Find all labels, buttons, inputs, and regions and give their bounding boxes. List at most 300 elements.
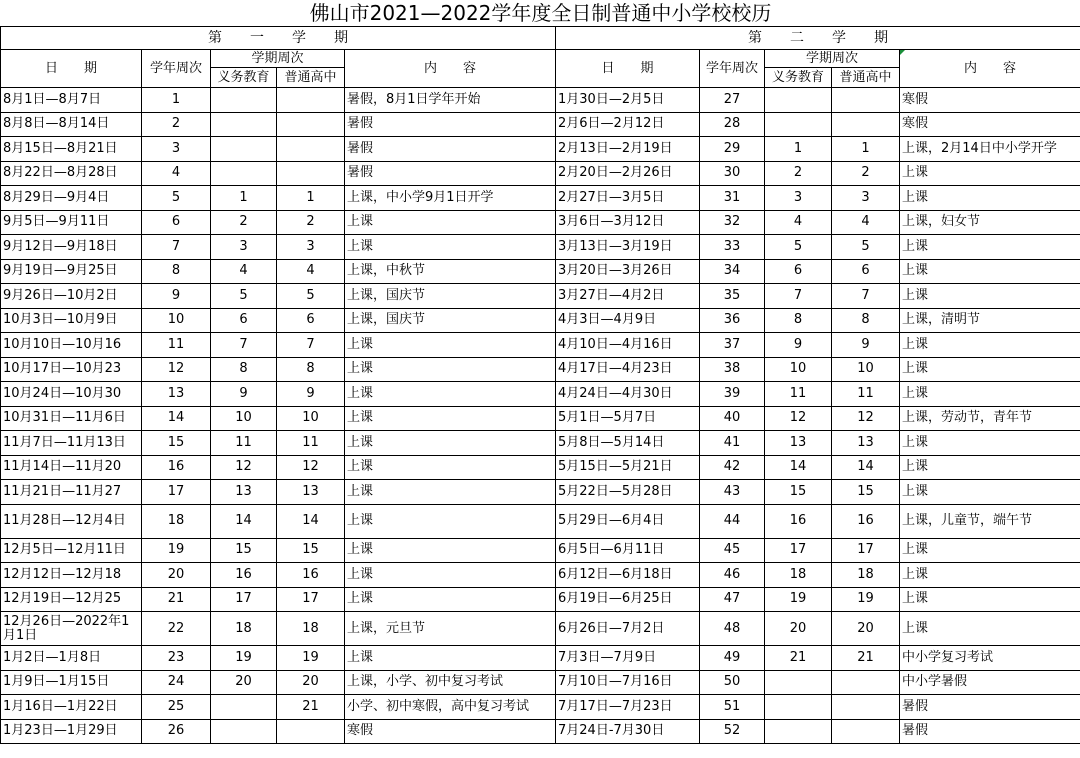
date-cell: 2月13日—2月19日 — [556, 137, 700, 162]
content-cell: 暑假 — [345, 112, 556, 137]
compulsory-week-cell — [211, 161, 277, 186]
high-school-week-cell: 16 — [832, 504, 900, 538]
date-cell: 3月20日—3月26日 — [556, 259, 700, 284]
table-row — [1, 563, 1080, 588]
compulsory-week-cell: 10 — [765, 357, 832, 382]
school-week-cell: 31 — [700, 186, 765, 211]
compulsory-week-cell — [211, 695, 277, 720]
compulsory-week-cell: 18 — [211, 612, 277, 646]
compulsory-week-cell: 21 — [765, 646, 832, 671]
content-cell: 寒假 — [900, 112, 1080, 137]
high-school-week-cell: 17 — [832, 538, 900, 563]
school-week-cell: 30 — [700, 161, 765, 186]
high-school-week-cell: 13 — [277, 480, 345, 505]
high-school-week-cell: 1 — [832, 137, 900, 162]
compulsory-week-cell: 12 — [211, 455, 277, 480]
header-date: 日 期 — [556, 50, 700, 88]
content-cell: 暑假 — [900, 719, 1080, 744]
date-cell: 8月8日—8月14日 — [1, 112, 142, 137]
school-week-cell: 37 — [700, 333, 765, 358]
table-row — [1, 137, 1080, 162]
table-row — [1, 504, 1080, 538]
high-school-week-cell: 1 — [277, 186, 345, 211]
high-school-week-cell: 2 — [832, 161, 900, 186]
date-cell: 12月12日—12月18 — [1, 563, 142, 588]
header-high-school: 普通高中 — [277, 68, 345, 88]
school-week-cell: 34 — [700, 259, 765, 284]
table-row — [1, 431, 1080, 456]
table-row — [1, 186, 1080, 211]
content-cell: 上课，清明节 — [900, 308, 1080, 333]
table-row — [1, 480, 1080, 505]
high-school-week-cell — [832, 670, 900, 695]
high-school-week-cell: 10 — [277, 406, 345, 431]
date-cell: 2月27日—3月5日 — [556, 186, 700, 211]
school-week-cell: 23 — [142, 646, 211, 671]
high-school-week-cell — [277, 112, 345, 137]
page-title: 佛山市2021—2022学年度全日制普通中小学校校历 — [1, 0, 1080, 27]
header-compulsory: 义务教育 — [211, 68, 277, 88]
date-cell: 4月17日—4月23日 — [556, 357, 700, 382]
compulsory-week-cell: 3 — [211, 235, 277, 260]
school-week-cell: 36 — [700, 308, 765, 333]
school-week-cell: 10 — [142, 308, 211, 333]
table-row — [1, 88, 1080, 113]
high-school-week-cell: 15 — [277, 538, 345, 563]
school-week-cell: 3 — [142, 137, 211, 162]
high-school-week-cell: 15 — [832, 480, 900, 505]
content-cell: 上课 — [900, 538, 1080, 563]
table-row — [1, 284, 1080, 309]
compulsory-week-cell — [211, 719, 277, 744]
high-school-week-cell — [832, 719, 900, 744]
compulsory-week-cell: 11 — [211, 431, 277, 456]
table-row — [1, 259, 1080, 284]
school-week-cell: 13 — [142, 382, 211, 407]
date-cell: 7月3日—7月9日 — [556, 646, 700, 671]
school-week-cell: 33 — [700, 235, 765, 260]
high-school-week-cell: 11 — [277, 431, 345, 456]
school-week-cell: 44 — [700, 504, 765, 538]
table-row — [1, 670, 1080, 695]
compulsory-week-cell: 2 — [211, 210, 277, 235]
high-school-week-cell: 9 — [832, 333, 900, 358]
content-cell: 上课 — [900, 186, 1080, 211]
date-cell: 7月17日—7月23日 — [556, 695, 700, 720]
compulsory-week-cell — [765, 670, 832, 695]
compulsory-week-cell — [765, 719, 832, 744]
content-cell: 上课 — [345, 357, 556, 382]
content-cell: 上课 — [900, 480, 1080, 505]
content-cell: 上课 — [900, 161, 1080, 186]
date-cell: 9月19日—9月25日 — [1, 259, 142, 284]
compulsory-week-cell — [765, 112, 832, 137]
table-row — [1, 695, 1080, 720]
date-cell: 7月24日-7月30日 — [556, 719, 700, 744]
content-cell: 上课 — [345, 504, 556, 538]
high-school-week-cell: 10 — [832, 357, 900, 382]
compulsory-week-cell: 1 — [211, 186, 277, 211]
date-cell: 10月3日—10月9日 — [1, 308, 142, 333]
date-cell: 11月28日—12月4日 — [1, 504, 142, 538]
school-week-cell: 28 — [700, 112, 765, 137]
high-school-week-cell — [277, 161, 345, 186]
content-cell: 上课 — [900, 259, 1080, 284]
table-row — [1, 161, 1080, 186]
school-week-cell: 38 — [700, 357, 765, 382]
compulsory-week-cell: 15 — [765, 480, 832, 505]
content-cell: 上课，中秋节 — [345, 259, 556, 284]
school-week-cell: 24 — [142, 670, 211, 695]
table-row — [1, 538, 1080, 563]
header-term-week: 学期周次 — [211, 50, 345, 68]
date-cell: 6月12日—6月18日 — [556, 563, 700, 588]
date-cell: 11月21日—11月27 — [1, 480, 142, 505]
compulsory-week-cell — [211, 88, 277, 113]
content-cell: 上课 — [900, 284, 1080, 309]
compulsory-week-cell: 13 — [765, 431, 832, 456]
date-cell: 6月19日—6月25日 — [556, 587, 700, 612]
school-week-cell: 47 — [700, 587, 765, 612]
compulsory-week-cell: 7 — [211, 333, 277, 358]
school-week-cell: 11 — [142, 333, 211, 358]
high-school-week-cell: 20 — [277, 670, 345, 695]
header-term-week: 学期周次 — [765, 50, 900, 68]
school-week-cell: 22 — [142, 612, 211, 646]
high-school-week-cell: 17 — [277, 587, 345, 612]
compulsory-week-cell: 8 — [211, 357, 277, 382]
table-row — [1, 455, 1080, 480]
school-week-cell: 5 — [142, 186, 211, 211]
content-cell: 上课 — [900, 235, 1080, 260]
high-school-week-cell: 18 — [277, 612, 345, 646]
date-cell: 1月30日—2月5日 — [556, 88, 700, 113]
content-cell: 暑假 — [900, 695, 1080, 720]
school-week-cell: 50 — [700, 670, 765, 695]
compulsory-week-cell: 17 — [765, 538, 832, 563]
header-high-school: 普通高中 — [832, 68, 900, 88]
high-school-week-cell: 21 — [832, 646, 900, 671]
content-cell: 上课 — [345, 455, 556, 480]
date-cell: 12月5日—12月11日 — [1, 538, 142, 563]
content-cell: 上课 — [900, 431, 1080, 456]
table-row — [1, 382, 1080, 407]
high-school-week-cell: 5 — [277, 284, 345, 309]
compulsory-week-cell: 12 — [765, 406, 832, 431]
compulsory-week-cell: 17 — [211, 587, 277, 612]
compulsory-week-cell: 9 — [765, 333, 832, 358]
school-week-cell: 7 — [142, 235, 211, 260]
date-cell: 5月15日—5月21日 — [556, 455, 700, 480]
school-week-cell: 15 — [142, 431, 211, 456]
compulsory-week-cell: 7 — [765, 284, 832, 309]
compulsory-week-cell — [211, 112, 277, 137]
high-school-week-cell: 9 — [277, 382, 345, 407]
school-week-cell: 40 — [700, 406, 765, 431]
table-row — [1, 112, 1080, 137]
content-cell: 上课 — [345, 333, 556, 358]
content-cell: 中小学暑假 — [900, 670, 1080, 695]
school-week-cell: 41 — [700, 431, 765, 456]
date-cell: 6月5日—6月11日 — [556, 538, 700, 563]
date-cell: 1月16日—1月22日 — [1, 695, 142, 720]
compulsory-week-cell: 9 — [211, 382, 277, 407]
date-cell: 5月22日—5月28日 — [556, 480, 700, 505]
content-cell: 上课，国庆节 — [345, 308, 556, 333]
school-week-cell: 8 — [142, 259, 211, 284]
compulsory-week-cell: 10 — [211, 406, 277, 431]
table-row — [1, 333, 1080, 358]
content-cell: 上课，小学、初中复习考试 — [345, 670, 556, 695]
date-cell: 8月1日—8月7日 — [1, 88, 142, 113]
compulsory-week-cell: 3 — [765, 186, 832, 211]
high-school-week-cell: 8 — [277, 357, 345, 382]
table-row — [1, 587, 1080, 612]
school-week-cell: 4 — [142, 161, 211, 186]
high-school-week-cell: 19 — [277, 646, 345, 671]
table-row — [1, 210, 1080, 235]
table-row — [1, 646, 1080, 671]
school-week-cell: 20 — [142, 563, 211, 588]
date-cell: 1月9日—1月15日 — [1, 670, 142, 695]
date-cell: 2月6日—2月12日 — [556, 112, 700, 137]
compulsory-week-cell: 1 — [765, 137, 832, 162]
date-cell: 7月10日—7月16日 — [556, 670, 700, 695]
date-cell: 9月26日—10月2日 — [1, 284, 142, 309]
high-school-week-cell: 3 — [832, 186, 900, 211]
compulsory-week-cell: 4 — [765, 210, 832, 235]
compulsory-week-cell: 8 — [765, 308, 832, 333]
high-school-week-cell: 7 — [832, 284, 900, 309]
school-week-cell: 19 — [142, 538, 211, 563]
content-cell: 上课 — [345, 563, 556, 588]
school-week-cell: 17 — [142, 480, 211, 505]
high-school-week-cell: 18 — [832, 563, 900, 588]
high-school-week-cell: 19 — [832, 587, 900, 612]
content-cell: 上课 — [345, 480, 556, 505]
high-school-week-cell: 2 — [277, 210, 345, 235]
date-cell: 11月14日—11月20 — [1, 455, 142, 480]
compulsory-week-cell — [765, 88, 832, 113]
content-cell: 上课 — [900, 382, 1080, 407]
content-cell: 暑假 — [345, 161, 556, 186]
school-week-cell: 29 — [700, 137, 765, 162]
header-content: 内 容 — [900, 50, 1080, 88]
high-school-week-cell: 6 — [277, 308, 345, 333]
school-week-cell: 2 — [142, 112, 211, 137]
date-cell: 5月1日—5月7日 — [556, 406, 700, 431]
table-row — [1, 308, 1080, 333]
content-cell: 上课 — [900, 357, 1080, 382]
compulsory-week-cell — [765, 695, 832, 720]
compulsory-week-cell: 19 — [765, 587, 832, 612]
content-cell: 上课 — [345, 235, 556, 260]
table-row — [1, 406, 1080, 431]
term-2-heading: 第 二 学 期 — [556, 27, 1080, 50]
date-cell: 9月5日—9月11日 — [1, 210, 142, 235]
school-week-cell: 27 — [700, 88, 765, 113]
high-school-week-cell: 4 — [277, 259, 345, 284]
content-cell: 上课，元旦节 — [345, 612, 556, 646]
date-cell: 1月2日—1月8日 — [1, 646, 142, 671]
high-school-week-cell: 5 — [832, 235, 900, 260]
school-week-cell: 6 — [142, 210, 211, 235]
content-cell: 小学、初中寒假，高中复习考试 — [345, 695, 556, 720]
content-cell: 上课，儿童节，端午节 — [900, 504, 1080, 538]
compulsory-week-cell: 13 — [211, 480, 277, 505]
content-cell: 上课，国庆节 — [345, 284, 556, 309]
date-cell: 4月24日—4月30日 — [556, 382, 700, 407]
content-cell: 上课 — [900, 587, 1080, 612]
content-cell: 上课 — [345, 431, 556, 456]
content-cell: 上课 — [345, 587, 556, 612]
date-cell: 8月29日—9月4日 — [1, 186, 142, 211]
date-cell: 6月26日—7月2日 — [556, 612, 700, 646]
school-week-cell: 16 — [142, 455, 211, 480]
compulsory-week-cell: 11 — [765, 382, 832, 407]
date-cell: 9月12日—9月18日 — [1, 235, 142, 260]
compulsory-week-cell: 6 — [211, 308, 277, 333]
school-week-cell: 25 — [142, 695, 211, 720]
compulsory-week-cell: 4 — [211, 259, 277, 284]
date-cell: 10月10日—10月16 — [1, 333, 142, 358]
high-school-week-cell: 6 — [832, 259, 900, 284]
content-cell: 上课 — [345, 406, 556, 431]
compulsory-week-cell: 18 — [765, 563, 832, 588]
high-school-week-cell — [277, 719, 345, 744]
school-week-cell: 26 — [142, 719, 211, 744]
content-cell: 寒假 — [900, 88, 1080, 113]
school-week-cell: 32 — [700, 210, 765, 235]
high-school-week-cell: 14 — [832, 455, 900, 480]
date-cell: 5月29日—6月4日 — [556, 504, 700, 538]
high-school-week-cell — [832, 695, 900, 720]
school-week-cell: 52 — [700, 719, 765, 744]
high-school-week-cell: 12 — [832, 406, 900, 431]
header-school-week: 学年周次 — [142, 50, 211, 88]
header-compulsory: 义务教育 — [765, 68, 832, 88]
compulsory-week-cell: 5 — [765, 235, 832, 260]
date-cell: 3月6日—3月12日 — [556, 210, 700, 235]
date-cell: 8月22日—8月28日 — [1, 161, 142, 186]
date-cell: 8月15日—8月21日 — [1, 137, 142, 162]
table-row — [1, 612, 1080, 646]
compulsory-week-cell: 5 — [211, 284, 277, 309]
date-cell: 10月31日—11月6日 — [1, 406, 142, 431]
date-cell: 2月20日—2月26日 — [556, 161, 700, 186]
content-cell: 暑假，8月1日学年开始 — [345, 88, 556, 113]
date-cell: 10月24日—10月30 — [1, 382, 142, 407]
school-week-cell: 14 — [142, 406, 211, 431]
compulsory-week-cell: 2 — [765, 161, 832, 186]
content-cell: 上课，2月14日中小学开学 — [900, 137, 1080, 162]
table-row — [1, 357, 1080, 382]
header-content: 内 容 — [345, 50, 556, 88]
high-school-week-cell: 4 — [832, 210, 900, 235]
table-row — [1, 719, 1080, 744]
high-school-week-cell: 13 — [832, 431, 900, 456]
date-cell: 1月23日—1月29日 — [1, 719, 142, 744]
high-school-week-cell — [832, 112, 900, 137]
compulsory-week-cell: 15 — [211, 538, 277, 563]
content-cell: 上课，妇女节 — [900, 210, 1080, 235]
school-week-cell: 46 — [700, 563, 765, 588]
compulsory-week-cell: 14 — [211, 504, 277, 538]
content-cell: 上课 — [345, 646, 556, 671]
school-week-cell: 42 — [700, 455, 765, 480]
high-school-week-cell: 20 — [832, 612, 900, 646]
date-cell: 10月17日—10月23 — [1, 357, 142, 382]
high-school-week-cell: 7 — [277, 333, 345, 358]
high-school-week-cell: 14 — [277, 504, 345, 538]
high-school-week-cell: 11 — [832, 382, 900, 407]
high-school-week-cell: 3 — [277, 235, 345, 260]
content-cell: 寒假 — [345, 719, 556, 744]
compulsory-week-cell: 20 — [211, 670, 277, 695]
high-school-week-cell — [277, 137, 345, 162]
content-cell: 上课，中小学9月1日开学 — [345, 186, 556, 211]
calendar-rows — [1, 88, 1080, 744]
date-cell: 4月10日—4月16日 — [556, 333, 700, 358]
high-school-week-cell: 8 — [832, 308, 900, 333]
content-cell: 上课 — [900, 333, 1080, 358]
compulsory-week-cell: 16 — [211, 563, 277, 588]
date-cell: 3月13日—3月19日 — [556, 235, 700, 260]
content-cell: 上课，劳动节，青年节 — [900, 406, 1080, 431]
school-week-cell: 39 — [700, 382, 765, 407]
date-cell: 12月26日—2022年1月1日 — [1, 612, 142, 646]
compulsory-week-cell: 20 — [765, 612, 832, 646]
school-week-cell: 45 — [700, 538, 765, 563]
high-school-week-cell: 16 — [277, 563, 345, 588]
school-week-cell: 35 — [700, 284, 765, 309]
content-cell: 上课 — [900, 455, 1080, 480]
date-cell: 12月19日—12月25 — [1, 587, 142, 612]
high-school-week-cell: 12 — [277, 455, 345, 480]
table-row — [1, 235, 1080, 260]
content-cell: 中小学复习考试 — [900, 646, 1080, 671]
content-cell: 上课 — [345, 538, 556, 563]
compulsory-week-cell: 6 — [765, 259, 832, 284]
school-week-cell: 48 — [700, 612, 765, 646]
school-week-cell: 18 — [142, 504, 211, 538]
high-school-week-cell — [832, 88, 900, 113]
school-week-cell: 9 — [142, 284, 211, 309]
date-cell: 4月3日—4月9日 — [556, 308, 700, 333]
high-school-week-cell: 21 — [277, 695, 345, 720]
school-week-cell: 12 — [142, 357, 211, 382]
compulsory-week-cell: 16 — [765, 504, 832, 538]
compulsory-week-cell — [211, 137, 277, 162]
high-school-week-cell — [277, 88, 345, 113]
date-cell: 3月27日—4月2日 — [556, 284, 700, 309]
term-1-heading: 第 一 学 期 — [1, 27, 556, 50]
content-cell: 上课 — [345, 210, 556, 235]
school-week-cell: 51 — [700, 695, 765, 720]
content-cell: 上课 — [900, 612, 1080, 646]
header-school-week: 学年周次 — [700, 50, 765, 88]
content-cell: 上课 — [345, 382, 556, 407]
content-cell: 上课 — [900, 563, 1080, 588]
school-week-cell: 43 — [700, 480, 765, 505]
compulsory-week-cell: 14 — [765, 455, 832, 480]
school-week-cell: 1 — [142, 88, 211, 113]
school-week-cell: 49 — [700, 646, 765, 671]
date-cell: 5月8日—5月14日 — [556, 431, 700, 456]
compulsory-week-cell: 19 — [211, 646, 277, 671]
header-date: 日 期 — [1, 50, 142, 88]
school-week-cell: 21 — [142, 587, 211, 612]
